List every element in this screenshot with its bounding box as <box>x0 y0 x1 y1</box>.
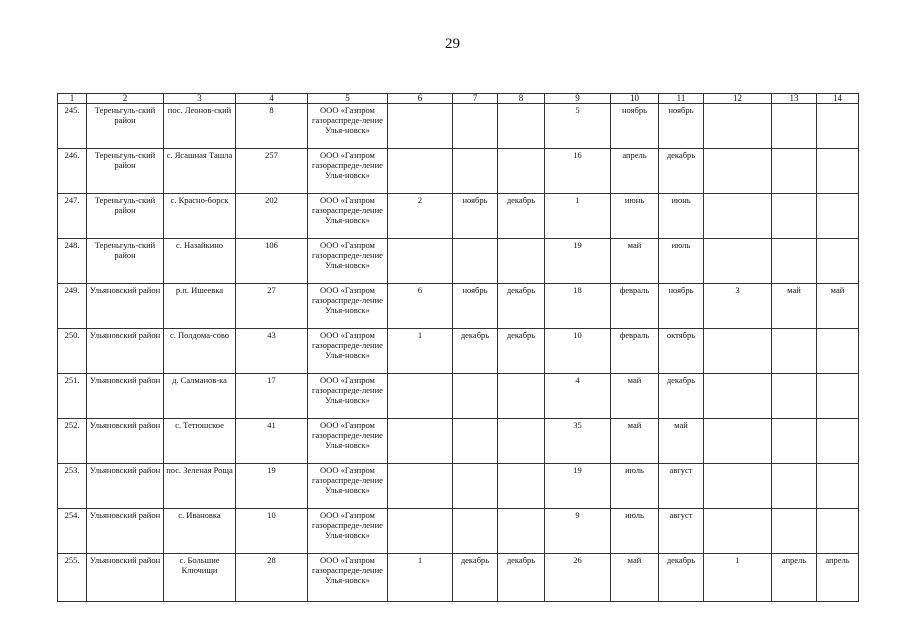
table-cell-col-13 <box>772 239 817 284</box>
table-cell-col-1: 245. <box>58 104 87 149</box>
table-cell-col-4: 43 <box>236 329 308 374</box>
table-cell-col-9: 16 <box>545 149 611 194</box>
table-cell-col-2: Тереньгуль-ский район <box>87 104 164 149</box>
column-header-8: 8 <box>498 94 545 104</box>
column-header-4: 4 <box>236 94 308 104</box>
table-cell-col-14 <box>817 509 859 554</box>
table-cell-col-8: декабрь <box>498 194 545 239</box>
table-cell-col-10: июль <box>611 464 659 509</box>
table-cell-col-5: ООО «Газпром газораспреде-ление Улья-новск» <box>308 554 388 602</box>
table-cell-col-6 <box>388 374 453 419</box>
table-cell-col-13 <box>772 374 817 419</box>
table-cell-col-13: апрель <box>772 554 817 602</box>
table-cell-col-1: 251. <box>58 374 87 419</box>
table-cell-col-11: август <box>659 509 704 554</box>
table-cell-col-1: 255. <box>58 554 87 602</box>
table-cell-col-12 <box>704 419 772 464</box>
table-cell-col-13 <box>772 104 817 149</box>
gasification-schedule-table <box>57 93 859 602</box>
table-cell-col-3: д. Салманов-ка <box>164 374 236 419</box>
table-cell-col-3: с. Красно-борск <box>164 194 236 239</box>
table-cell-col-10: апрель <box>611 149 659 194</box>
table-cell-col-5: ООО «Газпром газораспреде-ление Улья-новск» <box>308 464 388 509</box>
table-cell-col-10: май <box>611 239 659 284</box>
table-cell-col-7 <box>453 104 498 149</box>
column-header-12: 12 <box>704 94 772 104</box>
table-cell-col-5: ООО «Газпром газораспреде-ление Улья-новск» <box>308 194 388 239</box>
table-cell-col-11: май <box>659 419 704 464</box>
table-cell-col-10: февраль <box>611 329 659 374</box>
table-cell-col-7: ноябрь <box>453 194 498 239</box>
table-cell-col-5: ООО «Газпром газораспреде-ление Улья-новск» <box>308 374 388 419</box>
table-cell-col-2: Ульяновский район <box>87 509 164 554</box>
table-row <box>58 554 859 602</box>
table-cell-col-14: апрель <box>817 554 859 602</box>
table-cell-col-7 <box>453 149 498 194</box>
table-cell-col-2: Ульяновский район <box>87 374 164 419</box>
table-cell-col-5: ООО «Газпром газораспреде-ление Улья-новск» <box>308 149 388 194</box>
table-cell-col-1: 247. <box>58 194 87 239</box>
table-cell-col-6 <box>388 464 453 509</box>
table-cell-col-1: 248. <box>58 239 87 284</box>
column-header-13: 13 <box>772 94 817 104</box>
table-row <box>58 284 859 329</box>
table-cell-col-9: 19 <box>545 239 611 284</box>
table-cell-col-11: июнь <box>659 194 704 239</box>
table-cell-col-11: октябрь <box>659 329 704 374</box>
table-cell-col-4: 28 <box>236 554 308 602</box>
table-cell-col-1: 250. <box>58 329 87 374</box>
table-cell-col-1: 246. <box>58 149 87 194</box>
table-cell-col-11: декабрь <box>659 374 704 419</box>
table-cell-col-11: ноябрь <box>659 284 704 329</box>
table-cell-col-1: 249. <box>58 284 87 329</box>
column-header-11: 11 <box>659 94 704 104</box>
table-cell-col-6: 6 <box>388 284 453 329</box>
table-cell-col-10: май <box>611 554 659 602</box>
table-cell-col-5: ООО «Газпром газораспреде-ление Улья-новск» <box>308 284 388 329</box>
table-cell-col-14 <box>817 329 859 374</box>
table-row <box>58 194 859 239</box>
table-cell-col-7: декабрь <box>453 329 498 374</box>
table-cell-col-5: ООО «Газпром газораспреде-ление Улья-новск» <box>308 239 388 284</box>
table-cell-col-14 <box>817 374 859 419</box>
table-cell-col-12 <box>704 194 772 239</box>
table-cell-col-3: с. Назайкино <box>164 239 236 284</box>
table-cell-col-6: 2 <box>388 194 453 239</box>
table-cell-col-4: 41 <box>236 419 308 464</box>
column-header-10: 10 <box>611 94 659 104</box>
table-cell-col-3: пос. Леонов-ский <box>164 104 236 149</box>
table-cell-col-7: ноябрь <box>453 284 498 329</box>
table-cell-col-4: 27 <box>236 284 308 329</box>
table-cell-col-5: ООО «Газпром газораспреде-ление Улья-новск» <box>308 509 388 554</box>
table-cell-col-8 <box>498 104 545 149</box>
table-cell-col-13 <box>772 464 817 509</box>
table-cell-col-14 <box>817 419 859 464</box>
table-cell-col-7: декабрь <box>453 554 498 602</box>
table-cell-col-8 <box>498 149 545 194</box>
table-cell-col-9: 26 <box>545 554 611 602</box>
table-cell-col-2: Ульяновский район <box>87 329 164 374</box>
column-header-3: 3 <box>164 94 236 104</box>
table-cell-col-1: 253. <box>58 464 87 509</box>
table-cell-col-6: 1 <box>388 554 453 602</box>
table-cell-col-2: Ульяновский район <box>87 419 164 464</box>
table-cell-col-9: 18 <box>545 284 611 329</box>
table-cell-col-12 <box>704 329 772 374</box>
table-cell-col-8: декабрь <box>498 329 545 374</box>
column-header-2: 2 <box>87 94 164 104</box>
table-cell-col-8 <box>498 239 545 284</box>
table-cell-col-13 <box>772 419 817 464</box>
table-cell-col-10: июль <box>611 509 659 554</box>
column-number-row <box>58 94 859 104</box>
table-row <box>58 374 859 419</box>
table-cell-col-10: июнь <box>611 194 659 239</box>
table-cell-col-4: 19 <box>236 464 308 509</box>
table-cell-col-5: ООО «Газпром газораспреде-ление Улья-новск» <box>308 419 388 464</box>
table-cell-col-10: май <box>611 419 659 464</box>
table-cell-col-9: 10 <box>545 329 611 374</box>
table-cell-col-2: Тереньгуль-ский район <box>87 239 164 284</box>
table-cell-col-1: 252. <box>58 419 87 464</box>
table-cell-col-12: 3 <box>704 284 772 329</box>
table-cell-col-1: 254. <box>58 509 87 554</box>
table-cell-col-10: февраль <box>611 284 659 329</box>
table-cell-col-8 <box>498 464 545 509</box>
table-cell-col-7 <box>453 239 498 284</box>
table-row <box>58 329 859 374</box>
table-cell-col-9: 19 <box>545 464 611 509</box>
table-cell-col-11: ноябрь <box>659 104 704 149</box>
table-cell-col-14 <box>817 104 859 149</box>
table-cell-col-8 <box>498 374 545 419</box>
table-row <box>58 464 859 509</box>
table-cell-col-2: Ульяновский район <box>87 464 164 509</box>
table-cell-col-4: 17 <box>236 374 308 419</box>
table-cell-col-7 <box>453 419 498 464</box>
table-cell-col-4: 106 <box>236 239 308 284</box>
table-cell-col-7 <box>453 374 498 419</box>
table-cell-col-12: 1 <box>704 554 772 602</box>
table-row <box>58 149 859 194</box>
table-body <box>58 104 859 602</box>
table-cell-col-6 <box>388 239 453 284</box>
table-cell-col-12 <box>704 239 772 284</box>
table-cell-col-13 <box>772 149 817 194</box>
table-cell-col-3: р.п. Ишеевка <box>164 284 236 329</box>
table-row <box>58 239 859 284</box>
table-row <box>58 509 859 554</box>
table-cell-col-12 <box>704 149 772 194</box>
table-cell-col-6 <box>388 509 453 554</box>
table-cell-col-2: Тереньгуль-ский район <box>87 194 164 239</box>
table-cell-col-13 <box>772 509 817 554</box>
table-cell-col-14: май <box>817 284 859 329</box>
table-cell-col-5: ООО «Газпром газораспреде-ление Улья-новск» <box>308 329 388 374</box>
table-cell-col-13: май <box>772 284 817 329</box>
table-cell-col-14 <box>817 239 859 284</box>
column-header-5: 5 <box>308 94 388 104</box>
table-cell-col-8 <box>498 509 545 554</box>
table-row <box>58 104 859 149</box>
table-cell-col-2: Тереньгуль-ский район <box>87 149 164 194</box>
table-cell-col-13 <box>772 194 817 239</box>
table-cell-col-11: август <box>659 464 704 509</box>
table-cell-col-9: 35 <box>545 419 611 464</box>
table-cell-col-9: 4 <box>545 374 611 419</box>
table-cell-col-8 <box>498 419 545 464</box>
table-cell-col-10: ноябрь <box>611 104 659 149</box>
table-cell-col-14 <box>817 194 859 239</box>
table-cell-col-11: декабрь <box>659 554 704 602</box>
table-cell-col-9: 5 <box>545 104 611 149</box>
table-cell-col-5: ООО «Газпром газораспреде-ление Улья-новск» <box>308 104 388 149</box>
table-cell-col-4: 257 <box>236 149 308 194</box>
column-header-9: 9 <box>545 94 611 104</box>
table-cell-col-10: май <box>611 374 659 419</box>
table-cell-col-6 <box>388 149 453 194</box>
table-cell-col-6: 1 <box>388 329 453 374</box>
table-cell-col-11: июль <box>659 239 704 284</box>
table-cell-col-12 <box>704 464 772 509</box>
table-cell-col-12 <box>704 374 772 419</box>
table-cell-col-3: пос. Зеленая Роща <box>164 464 236 509</box>
table-cell-col-8: декабрь <box>498 554 545 602</box>
table-cell-col-12 <box>704 104 772 149</box>
table-cell-col-11: декабрь <box>659 149 704 194</box>
table-cell-col-3: с. Тетюшское <box>164 419 236 464</box>
column-header-14: 14 <box>817 94 859 104</box>
table-cell-col-12 <box>704 509 772 554</box>
table-cell-col-4: 10 <box>236 509 308 554</box>
column-header-6: 6 <box>388 94 453 104</box>
table-cell-col-2: Ульяновский район <box>87 554 164 602</box>
table-cell-col-8: декабрь <box>498 284 545 329</box>
column-header-1: 1 <box>58 94 87 104</box>
table-cell-col-3: с. Ивановка <box>164 509 236 554</box>
table-cell-col-3: с. Ясашная Ташла <box>164 149 236 194</box>
table-cell-col-3: с. Полдома-сово <box>164 329 236 374</box>
page-number: 29 <box>445 36 460 52</box>
table-cell-col-7 <box>453 464 498 509</box>
table-cell-col-13 <box>772 329 817 374</box>
table-row <box>58 419 859 464</box>
table-cell-col-7 <box>453 509 498 554</box>
table-cell-col-9: 1 <box>545 194 611 239</box>
table-cell-col-9: 9 <box>545 509 611 554</box>
table-cell-col-6 <box>388 104 453 149</box>
table-cell-col-2: Ульяновский район <box>87 284 164 329</box>
table-cell-col-14 <box>817 149 859 194</box>
table-cell-col-3: с. Большие Ключищи <box>164 554 236 602</box>
table-cell-col-6 <box>388 419 453 464</box>
table-cell-col-4: 202 <box>236 194 308 239</box>
column-header-7: 7 <box>453 94 498 104</box>
table-cell-col-4: 8 <box>236 104 308 149</box>
table-cell-col-14 <box>817 464 859 509</box>
